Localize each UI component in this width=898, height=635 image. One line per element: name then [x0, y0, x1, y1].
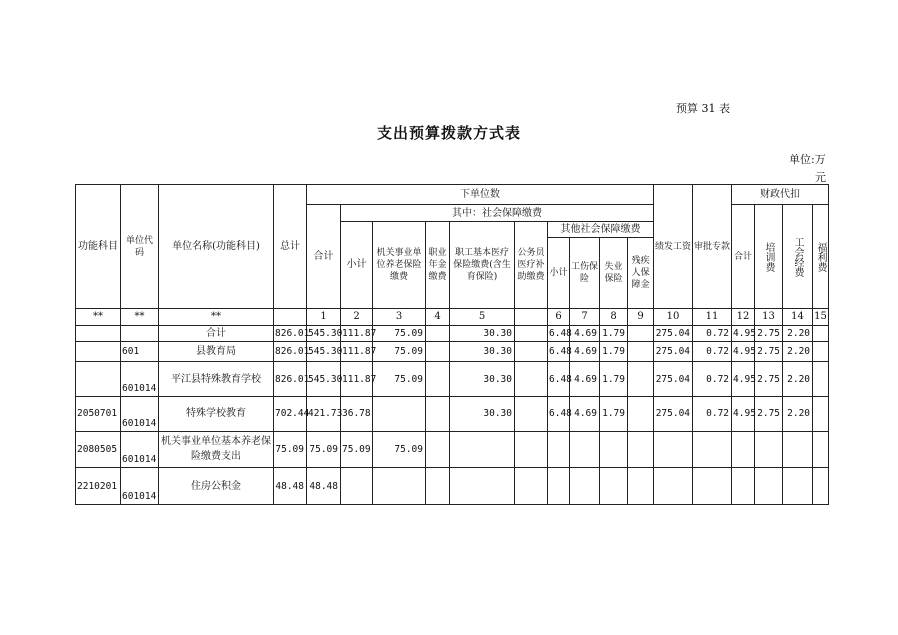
- cell-c13: 2.75: [755, 362, 783, 397]
- cell-c15: [813, 431, 829, 468]
- cell-c4: [426, 341, 450, 361]
- star-cell: **: [76, 309, 121, 325]
- cell-c3: 75.09: [373, 325, 426, 341]
- cell-code: 601014: [121, 362, 159, 397]
- header-among-social: 其中：社会保障缴费: [341, 205, 654, 221]
- cell-c13: 2.75: [755, 341, 783, 361]
- cell-c2: 111.87: [341, 325, 373, 341]
- cell-code: 601014: [121, 468, 159, 505]
- cell-c13: [755, 468, 783, 505]
- unit-label-cont: 元: [815, 171, 826, 184]
- cell-c5: 30.30: [450, 325, 515, 341]
- unit-label: 单位:万: [789, 153, 826, 166]
- cell-c15: [813, 468, 829, 505]
- cell-c1: 545.30: [307, 325, 341, 341]
- header-fuli: 福利费: [813, 205, 829, 309]
- cell-func: [76, 362, 121, 397]
- cell-c1: 545.30: [307, 341, 341, 361]
- col-number: 7: [570, 309, 600, 325]
- cell-name: 平江县特殊教育学校: [159, 362, 274, 397]
- cell-c11: [693, 431, 732, 468]
- cell-c10: 275.04: [654, 396, 693, 431]
- table-row: [76, 468, 829, 505]
- cell-c12: 4.95: [732, 341, 755, 361]
- cell-c11: 0.72: [693, 325, 732, 341]
- cell-c1: 75.09: [307, 431, 341, 468]
- cell-func: [76, 325, 121, 341]
- cell-c6: [548, 468, 570, 505]
- cell-c13: 2.75: [755, 396, 783, 431]
- cell-c3: 75.09: [373, 362, 426, 397]
- cell-c8: 1.79: [600, 325, 628, 341]
- cell-c9: [628, 468, 654, 505]
- cell-code: 601014: [121, 431, 159, 468]
- cell-c2: 36.78: [341, 396, 373, 431]
- col-number: 4: [426, 309, 450, 325]
- cell-c12: [732, 431, 755, 468]
- cell-c8: [600, 468, 628, 505]
- cell-c5: 30.30: [450, 341, 515, 361]
- header-gongshang: 工伤保险: [570, 237, 600, 308]
- cell-c12: 4.95: [732, 325, 755, 341]
- header-gongwuyuan: 公务员医疗补助缴费: [515, 221, 548, 309]
- header-xiaoji2: 小计: [548, 237, 570, 308]
- cell-name: 特殊学校教育: [159, 396, 274, 431]
- cell-code: 601: [121, 341, 159, 361]
- col-number: 9: [628, 309, 654, 325]
- header-canji: 残疾人保障金: [628, 237, 654, 308]
- header-func-subject: 功能科目: [76, 185, 121, 309]
- header-lower-units: 下单位数: [307, 185, 654, 205]
- header-total: 总计: [274, 185, 307, 309]
- header-xiaoji: 小计: [341, 221, 373, 309]
- cell-c7: [570, 431, 600, 468]
- col-number: 15: [813, 309, 829, 325]
- col-number: 2: [341, 309, 373, 325]
- cell-c1: 48.48: [307, 468, 341, 505]
- star-cell: **: [159, 309, 274, 325]
- cell-c9: [628, 325, 654, 341]
- cell-c7: 4.69: [570, 362, 600, 397]
- cell-c5b: [515, 362, 548, 397]
- cell-c4: [426, 396, 450, 431]
- cell-code: 601014: [121, 396, 159, 431]
- cell-c8: 1.79: [600, 362, 628, 397]
- cell-c6: 6.48: [548, 325, 570, 341]
- header-zhiye: 职业年金缴费: [426, 221, 450, 309]
- header-zhigong: 职工基本医疗保险缴费(含生育保险): [450, 221, 515, 309]
- cell-code: [121, 325, 159, 341]
- table-row: [76, 362, 829, 397]
- page-title: 支出预算拨款方式表: [376, 124, 521, 142]
- cell-c5b: [515, 396, 548, 431]
- cell-c6: 6.48: [548, 341, 570, 361]
- cell-c3: 75.09: [373, 431, 426, 468]
- col-number: 3: [373, 309, 426, 325]
- budget-table: [75, 184, 829, 505]
- cell-c5b: [515, 468, 548, 505]
- cell-c8: 1.79: [600, 396, 628, 431]
- cell-c9: [628, 341, 654, 361]
- cell-c1: 421.73: [307, 396, 341, 431]
- cell-c12: 4.95: [732, 396, 755, 431]
- cell-c3: [373, 468, 426, 505]
- cell-c5b: [515, 431, 548, 468]
- cell-c7: 4.69: [570, 341, 600, 361]
- cell-c7: 4.69: [570, 325, 600, 341]
- star-cell: **: [121, 309, 159, 325]
- cell-c5b: [515, 325, 548, 341]
- table-row: [76, 396, 829, 431]
- col-number: 1: [307, 309, 341, 325]
- cell-c13: [755, 431, 783, 468]
- header-unit-code: 单位代码: [121, 185, 159, 309]
- cell-c7: 4.69: [570, 396, 600, 431]
- cell-total: 826.01: [274, 325, 307, 341]
- cell-c9: [628, 431, 654, 468]
- cell-c3: 75.09: [373, 341, 426, 361]
- cell-c6: 6.48: [548, 362, 570, 397]
- header-jiguan: 机关事业单位养老保险缴费: [373, 221, 426, 309]
- cell-c9: [628, 396, 654, 431]
- col-number: 10: [654, 309, 693, 325]
- cell-c14: 2.20: [783, 362, 813, 397]
- col-number: 12: [732, 309, 755, 325]
- cell-c5b: [515, 341, 548, 361]
- cell-c11: [693, 468, 732, 505]
- header-finance-agency: 财政代扣: [732, 185, 829, 205]
- cell-c5: [450, 468, 515, 505]
- cell-c10: 275.04: [654, 341, 693, 361]
- header-heji2: 合计: [732, 205, 755, 309]
- cell-c8: [600, 431, 628, 468]
- form-number: 预算 31 表: [676, 102, 730, 115]
- cell-c12: [732, 468, 755, 505]
- cell-c2: 111.87: [341, 362, 373, 397]
- cell-c10: 275.04: [654, 362, 693, 397]
- cell-c15: [813, 325, 829, 341]
- cell-func: 2050701: [76, 396, 121, 431]
- cell-total: 702.44: [274, 396, 307, 431]
- cell-c3: [373, 396, 426, 431]
- cell-c14: 2.20: [783, 325, 813, 341]
- cell-c2: 75.09: [341, 431, 373, 468]
- header-jixiao: 绩发工资: [654, 185, 693, 309]
- cell-c11: 0.72: [693, 396, 732, 431]
- cell-c14: [783, 431, 813, 468]
- cell-c4: [426, 362, 450, 397]
- table-row: [76, 325, 829, 341]
- header-other-social: 其他社会保障缴费: [548, 221, 654, 237]
- col-number: 6: [548, 309, 570, 325]
- cell-c14: 2.20: [783, 341, 813, 361]
- col-number: 8: [600, 309, 628, 325]
- cell-c2: [341, 468, 373, 505]
- header-heji: 合计: [307, 205, 341, 309]
- cell-func: [76, 341, 121, 361]
- cell-c8: 1.79: [600, 341, 628, 361]
- cell-func: 2210201: [76, 468, 121, 505]
- cell-c7: [570, 468, 600, 505]
- cell-c13: 2.75: [755, 325, 783, 341]
- cell-name: 机关事业单位基本养老保险缴费支出: [159, 431, 274, 468]
- cell-total: 826.01: [274, 362, 307, 397]
- cell-c15: [813, 396, 829, 431]
- cell-c6: [548, 431, 570, 468]
- cell-name: 县教育局: [159, 341, 274, 361]
- cell-c10: [654, 431, 693, 468]
- col-number: [274, 309, 307, 325]
- cell-func: 2080505: [76, 431, 121, 468]
- cell-total: 75.09: [274, 431, 307, 468]
- cell-c10: [654, 468, 693, 505]
- cell-c5: 30.30: [450, 362, 515, 397]
- cell-c6: 6.48: [548, 396, 570, 431]
- table-row: [76, 431, 829, 468]
- cell-name: 住房公积金: [159, 468, 274, 505]
- header-gonghui: 工会经费: [783, 205, 813, 309]
- cell-total: 826.01: [274, 341, 307, 361]
- cell-c10: 275.04: [654, 325, 693, 341]
- header-shenpi: 审批专款: [693, 185, 732, 309]
- header-peixun: 培训费: [755, 205, 783, 309]
- cell-c12: 4.95: [732, 362, 755, 397]
- col-number: 14: [783, 309, 813, 325]
- col-number: 5: [450, 309, 515, 325]
- cell-c4: [426, 325, 450, 341]
- cell-c14: 2.20: [783, 396, 813, 431]
- cell-c2: 111.87: [341, 341, 373, 361]
- cell-c1: 545.30: [307, 362, 341, 397]
- cell-c15: [813, 362, 829, 397]
- cell-c14: [783, 468, 813, 505]
- col-number: [515, 309, 548, 325]
- cell-c15: [813, 341, 829, 361]
- cell-c4: [426, 468, 450, 505]
- cell-c5: [450, 431, 515, 468]
- cell-c5: 30.30: [450, 396, 515, 431]
- cell-c11: 0.72: [693, 341, 732, 361]
- cell-name: 合计: [159, 325, 274, 341]
- table-row: [76, 341, 829, 361]
- cell-c9: [628, 362, 654, 397]
- cell-c11: 0.72: [693, 362, 732, 397]
- header-shiye: 失业保险: [600, 237, 628, 308]
- header-unit-name: 单位名称(功能科目): [159, 185, 274, 309]
- cell-c4: [426, 431, 450, 468]
- col-number: 11: [693, 309, 732, 325]
- col-number: 13: [755, 309, 783, 325]
- cell-total: 48.48: [274, 468, 307, 505]
